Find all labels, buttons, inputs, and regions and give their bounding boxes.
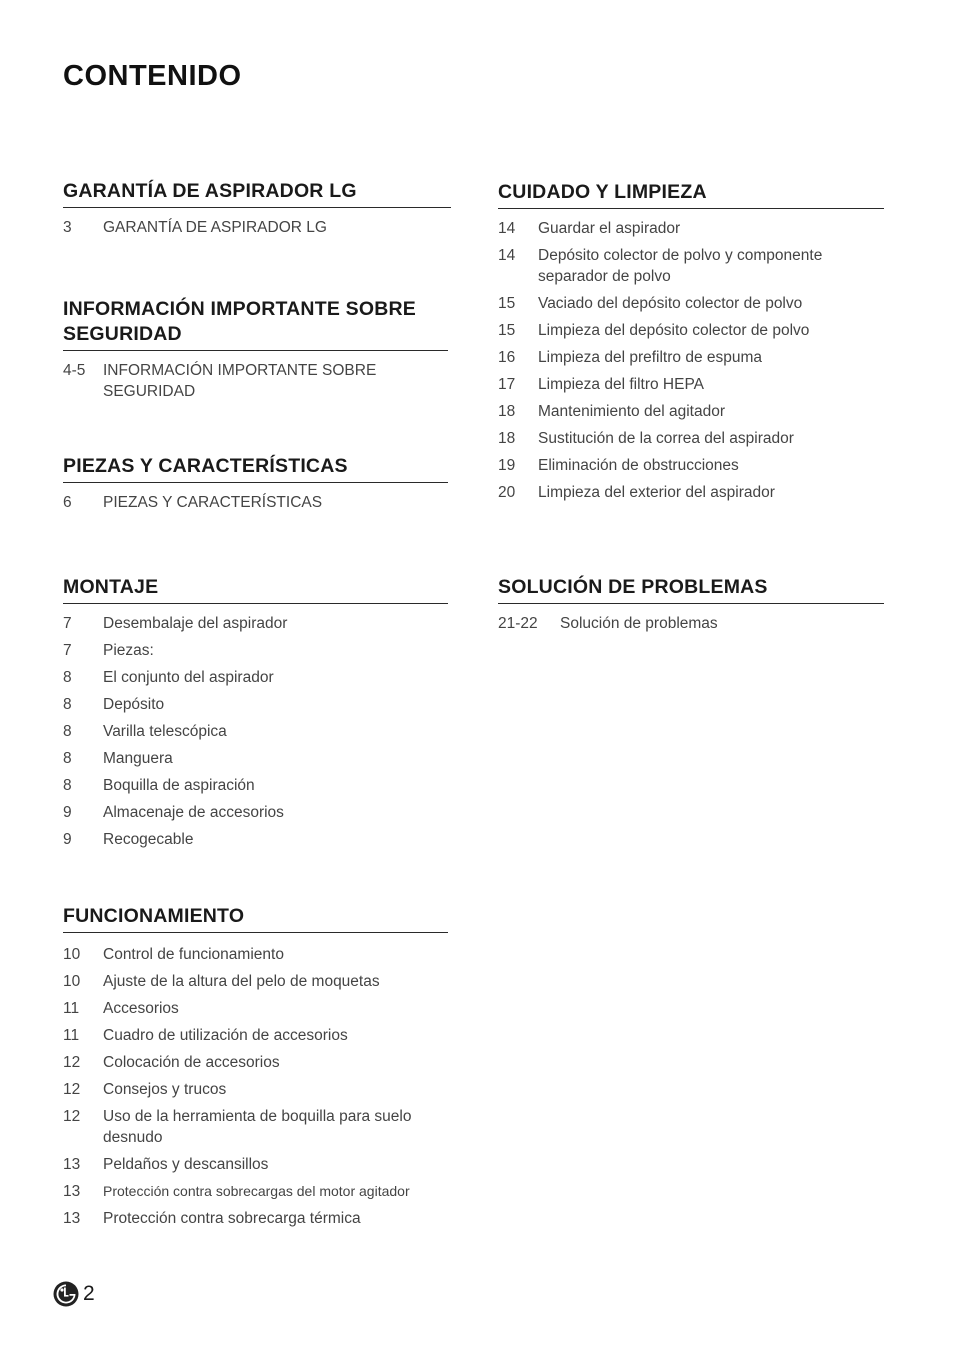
toc-entry[interactable] (498, 293, 884, 314)
entry-page: 12 (63, 1081, 81, 1098)
toc-entry[interactable] (498, 455, 884, 476)
section-cuidado-limpieza (498, 180, 884, 509)
entry-text: Accesorios (103, 1000, 179, 1017)
entry-page: 8 (63, 777, 72, 794)
toc-entry[interactable] (63, 1079, 448, 1100)
entry-text: Limpieza del depósito colector de polvo (538, 322, 810, 339)
entry-text: Limpieza del exterior del aspirador (538, 484, 775, 501)
entry-text: Protección contra sobrecargas del motor agitador (103, 1183, 410, 1199)
entry-page: 17 (498, 376, 516, 393)
entry-text: Solución de problemas (560, 615, 718, 632)
entry-text: Almacenaje de accesorios (103, 804, 284, 821)
entry-text: Boquilla de aspiración (103, 777, 255, 794)
entry-list (63, 613, 448, 850)
entry-text: Consejos y trucos (103, 1081, 227, 1098)
toc-entry[interactable] (63, 998, 448, 1019)
entry-page: 15 (498, 295, 516, 312)
toc-entry[interactable] (498, 428, 884, 449)
entry-text: Limpieza del prefiltro de espuma (538, 349, 763, 366)
toc-entry[interactable] (63, 1181, 448, 1202)
section-informacion-seguridad (63, 297, 448, 408)
toc-entry[interactable] (63, 1208, 448, 1229)
entry-list (498, 613, 884, 634)
entry-text: Guardar el aspirador (538, 220, 681, 237)
toc-entry[interactable] (498, 218, 884, 239)
entry-page: 15 (498, 322, 516, 339)
page-title: CONTENIDO (63, 60, 242, 92)
entry-page: 14 (498, 220, 516, 237)
entry-text: PIEZAS Y CARACTERÍSTICAS (103, 494, 323, 511)
toc-entry[interactable] (63, 1106, 448, 1148)
entry-list (63, 492, 448, 513)
entry-page: 11 (63, 1027, 80, 1044)
entry-page: 8 (63, 723, 72, 740)
entry-page: 19 (498, 457, 516, 474)
entry-page: 11 (63, 1000, 80, 1017)
entry-page: 20 (498, 484, 516, 501)
toc-entry[interactable] (63, 775, 448, 796)
entry-text: Manguera (103, 750, 173, 767)
entry-page: 6 (63, 494, 72, 511)
entry-page: 13 (63, 1156, 81, 1173)
toc-entry[interactable] (63, 748, 448, 769)
page-number: 2 (83, 1282, 95, 1305)
entry-page: 16 (498, 349, 516, 366)
entry-page: 21-22 (498, 615, 538, 632)
entry-text: Depósito colector de polvo y componente separador de polvo (538, 247, 823, 285)
section-solucion-problemas (498, 575, 884, 640)
entry-text: Limpieza del filtro HEPA (538, 376, 704, 393)
section-title: GARANTÍA DE ASPIRADOR LG (63, 179, 451, 208)
toc-entry[interactable] (498, 320, 884, 341)
entry-page: 8 (63, 750, 72, 767)
entry-text: Colocación de accesorios (103, 1054, 280, 1071)
entry-text: INFORMACIÓN IMPORTANTE SOBRE SEGURIDAD (103, 362, 377, 400)
entry-list (63, 217, 451, 238)
entry-text: Recogecable (103, 831, 194, 848)
section-montaje (63, 575, 448, 856)
toc-entry[interactable] (63, 802, 448, 823)
entry-list (498, 218, 884, 503)
entry-page: 4-5 (63, 362, 86, 379)
entry-text: Mantenimiento del agitador (538, 403, 725, 420)
entry-list (63, 944, 448, 1229)
entry-page: 10 (63, 973, 81, 990)
page-footer (53, 1281, 95, 1307)
entry-page: 13 (63, 1210, 81, 1227)
section-title: CUIDADO Y LIMPIEZA (498, 180, 884, 209)
entry-page: 9 (63, 804, 72, 821)
toc-entry[interactable] (63, 1025, 448, 1046)
toc-entry[interactable] (498, 613, 884, 634)
lg-logo-icon (53, 1281, 79, 1307)
toc-entry[interactable] (498, 245, 884, 287)
entry-text: Eliminación de obstrucciones (538, 457, 739, 474)
toc-entry[interactable] (63, 640, 448, 661)
section-title: SOLUCIÓN DE PROBLEMAS (498, 575, 884, 604)
entry-page: 12 (63, 1054, 81, 1071)
toc-entry[interactable] (63, 492, 448, 513)
entry-page: 9 (63, 831, 72, 848)
toc-entry[interactable] (498, 401, 884, 422)
entry-page: 3 (63, 219, 72, 236)
entry-page: 7 (63, 615, 72, 632)
entry-list (63, 360, 448, 402)
section-title: FUNCIONAMIENTO (63, 904, 448, 933)
entry-text: Peldaños y descansillos (103, 1156, 269, 1173)
toc-entry[interactable] (498, 374, 884, 395)
entry-page: 10 (63, 946, 81, 963)
entry-page: 14 (498, 247, 516, 264)
toc-entry[interactable] (63, 217, 451, 238)
entry-text: Piezas: (103, 642, 154, 659)
section-title: MONTAJE (63, 575, 448, 604)
entry-text: Varilla telescópica (103, 723, 227, 740)
entry-text: GARANTÍA DE ASPIRADOR LG (103, 219, 327, 236)
toc-entry[interactable] (63, 721, 448, 742)
toc-entry[interactable] (63, 971, 448, 992)
toc-entry[interactable] (498, 347, 884, 368)
entry-text: Desembalaje del aspirador (103, 615, 288, 632)
section-funcionamiento (63, 904, 448, 1235)
entry-page: 18 (498, 430, 516, 447)
section-garantia (63, 179, 451, 244)
entry-text: Control de funcionamiento (103, 946, 284, 963)
entry-page: 13 (63, 1183, 81, 1200)
section-title: PIEZAS Y CARACTERÍSTICAS (63, 454, 448, 483)
entry-text: Vaciado del depósito colector de polvo (538, 295, 803, 312)
toc-entry[interactable] (63, 1154, 448, 1175)
entry-text: Sustitución de la correa del aspirador (538, 430, 794, 447)
entry-page: 8 (63, 669, 72, 686)
entry-text: Ajuste de la altura del pelo de moquetas (103, 973, 380, 990)
toc-entry[interactable] (63, 829, 448, 850)
entry-page: 18 (498, 403, 516, 420)
toc-entry[interactable] (63, 694, 448, 715)
toc-entry[interactable] (63, 613, 448, 634)
entry-text: Protección contra sobrecarga térmica (103, 1210, 361, 1227)
entry-text: El conjunto del aspirador (103, 669, 274, 686)
toc-entry[interactable] (63, 944, 448, 965)
toc-entry[interactable] (498, 482, 884, 503)
entry-page: 7 (63, 642, 72, 659)
entry-text: Cuadro de utilización de accesorios (103, 1027, 348, 1044)
entry-text: Uso de la herramienta de boquilla para suelo desnudo (103, 1108, 412, 1146)
entry-text: Depósito (103, 696, 165, 713)
entry-page: 12 (63, 1108, 81, 1125)
section-piezas (63, 454, 448, 519)
entry-page: 8 (63, 696, 72, 713)
toc-entry[interactable] (63, 360, 448, 402)
section-title: INFORMACIÓN IMPORTANTE SOBRE SEGURIDAD (63, 297, 448, 351)
toc-entry[interactable] (63, 667, 448, 688)
toc-entry[interactable] (63, 1052, 448, 1073)
